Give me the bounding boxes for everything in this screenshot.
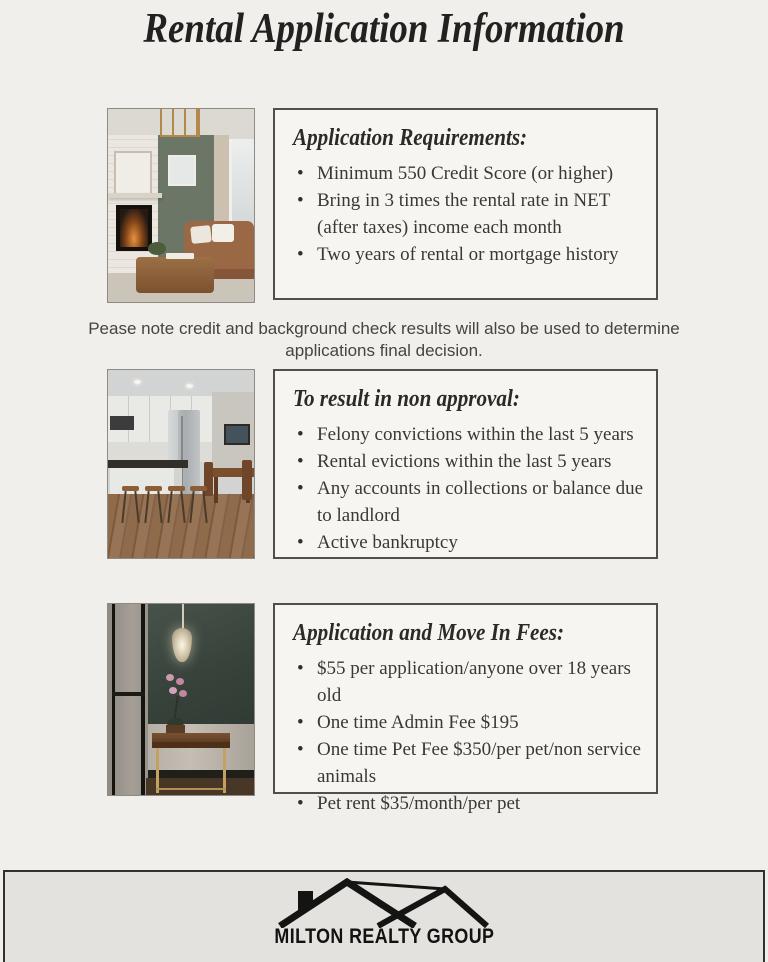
marble-wainscot-shape (148, 724, 254, 774)
orchid-flowers-shape (166, 674, 174, 681)
wall-art-shape (114, 151, 152, 195)
recessed-light-shape (134, 380, 141, 384)
list-item: • Two years of rental or mortgage history (291, 241, 644, 268)
list-item: • Minimum 550 Credit Score (or higher) (291, 160, 644, 187)
entryway-photo (107, 603, 255, 796)
desk-top-shape (152, 733, 230, 742)
section-fees (107, 603, 658, 814)
list-item: • Any accounts in collections or balance due to landlord (291, 475, 644, 529)
bar-stool-shape (145, 486, 162, 491)
firebox-shape (116, 205, 152, 251)
fees-list (291, 655, 644, 817)
non-approval-box (273, 369, 658, 559)
non-approval-list (291, 421, 644, 556)
bar-stool-shape (168, 486, 185, 491)
list-item: • Pet rent $35/month/per pet (291, 790, 644, 817)
section-non-approval (107, 369, 658, 559)
baseboard-shape (148, 770, 254, 778)
roofline-house-icon (278, 878, 490, 928)
list-item: • Rental evictions within the last 5 years (291, 448, 644, 475)
partition-bar-shape (112, 692, 145, 696)
island-counter-shape (108, 460, 188, 468)
desk-leg-shape (156, 748, 159, 793)
microwave-shape (110, 416, 134, 430)
box-heading: To result in non approval: (293, 386, 520, 412)
desk-skirt-shape (152, 742, 230, 748)
milton-realty-logo (255, 878, 514, 949)
kitchen-photo (107, 369, 255, 559)
chandelier-shape (160, 109, 200, 137)
list-item: • One time Admin Fee $195 (291, 709, 644, 736)
pillow-shape (212, 224, 234, 242)
pillow-shape (190, 225, 212, 244)
brand-name: MILTON REALTY GROUP (274, 925, 494, 948)
bar-stool-shape (122, 486, 139, 491)
partition-frame-shape (112, 604, 115, 795)
list-item: • Felony convictions within the last 5 years (291, 421, 644, 448)
recessed-light-shape (186, 384, 193, 388)
dining-chair-shape (242, 460, 252, 500)
floor-shape (146, 778, 254, 795)
picture-frame-shape (224, 424, 250, 445)
fees-box (273, 603, 658, 814)
living-room-photo (107, 108, 255, 303)
page-title: Rental Application Information (143, 6, 625, 52)
small-window-shape (168, 155, 196, 186)
pendant-chain-shape (182, 604, 184, 630)
box-heading: Application Requirements: (293, 125, 528, 151)
books-shape (166, 253, 194, 259)
partition-frame-shape (141, 604, 145, 795)
footer (3, 870, 765, 962)
desk-rail-shape (156, 788, 226, 790)
list-item: • One time Pet Fee $350/per pet/non service animals (291, 736, 644, 790)
mantel-shape (108, 193, 162, 198)
list-item: • $55 per application/anyone over 18 years old (291, 655, 644, 709)
list-item: • Bring in 3 times the rental rate in NET (after taxes) income each month (291, 187, 644, 241)
list-item: • Active bankruptcy (291, 529, 644, 556)
desk-leg-shape (223, 748, 226, 793)
credit-check-note: Pease note credit and background check results will also be used to determine applications final decision. (88, 319, 680, 360)
bar-stool-shape (190, 486, 207, 491)
coffee-table-shape (136, 257, 214, 293)
box-heading: Application and Move In Fees: (293, 620, 565, 646)
application-requirements-box (273, 108, 658, 300)
requirements-list (291, 160, 644, 268)
plant-shape (148, 242, 166, 255)
section-application-requirements (107, 108, 658, 303)
